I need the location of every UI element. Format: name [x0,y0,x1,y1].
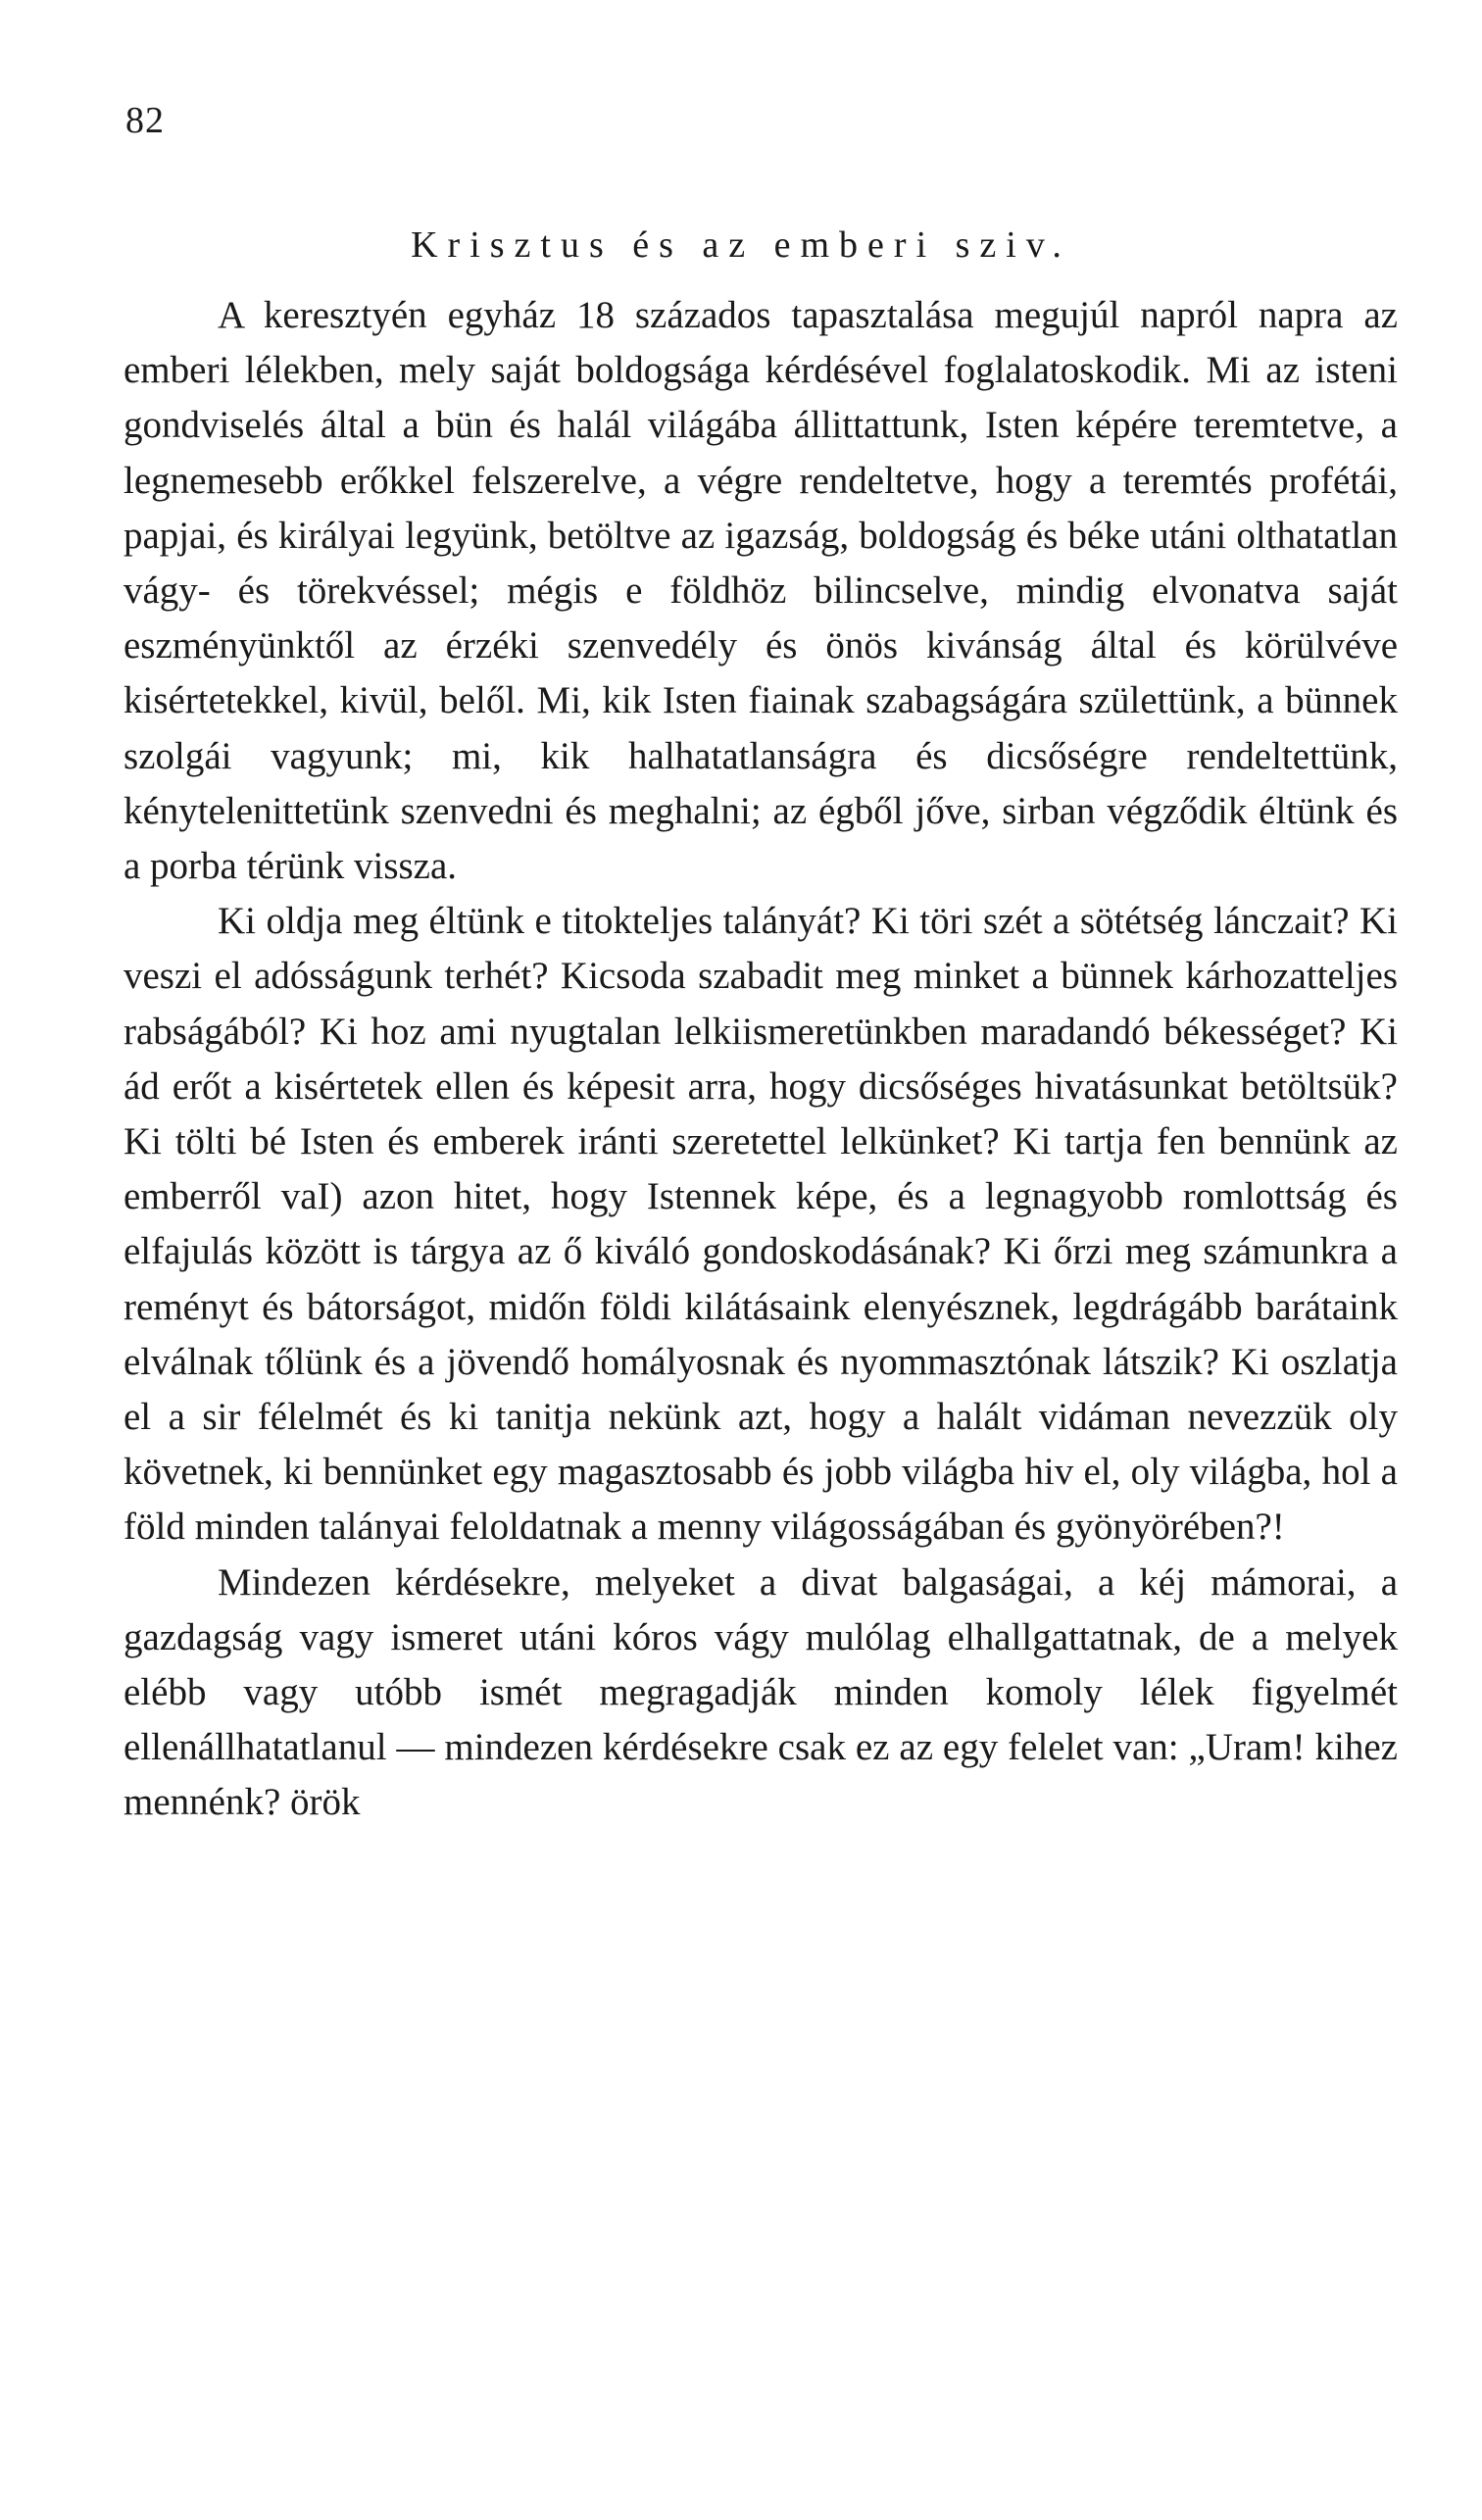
page-number: 82 [125,100,165,141]
paragraph: Ki oldja meg éltünk e titokteljes talányát? Ki töri szét a sötétség lánczait? Ki veszi el adósságunk terhét? Kicsoda szabadit meg minket a bünnek kárhozatteljes rabságából? Ki hoz ami nyugtalan lelkiismeretünkben maradandó békességet? Ki ád erőt a kisértetek ellen és képesit arra, hogy dicsőséges hivatásunkat betöltsük? Ki tölti bé Isten és emberek iránti szeretettel lelkünket? Ki tartja fen bennünk az emberről vaI) azon hitet, hogy Istennek képe, és a legnagyobb romlottság és elfajulás között is tárgya az ő kiváló gondoskodásának? Ki őrzi meg számunkra a reményt és bátorságot, midőn földi kilátásaink elenyésznek, legdrágább barátaink elválnak tőlünk és a jövendő homályosnak és nyommasztónak látszik? Ki oszlatja el a sir félelmét és ki tanitja nekünk azt, hogy a halált vidáman nevezzük oly követnek, ki bennünket egy magasztosabb és jobb világba hiv el, oly világba, hol a föld minden talányai feloldatnak a menny világosságában és gyönyörében?! [124,900,1398,1549]
paragraph: A keresztyén egyház 18 százados tapasztalása megujúl napról napra az emberi lélekben, mely saját boldogsága kérdésével foglalatoskodik. Mi az isteni gondviselés által a bün és halál világába állittattunk, Isten képére teremtetve, a legnemesebb erőkkel felszerelve, a végre rendeltetve, hogy a teremtés profétái, papjai, és királyai legyünk, betöltve az igazság, boldogság és béke utáni olthatatlan vágy- és törekvéssel; mégis e földhöz bilincselve, mindig elvonatva saját eszményünktől az érzéki szenvedély és önös kivánság által és körülvéve kisértetekkel, kivül, belől. Mi, kik Isten fiainak szabagságára születtünk, a bünnek szolgái vagyunk; mi, kik halhatatlanságra és dicsőségre rendeltettünk, kénytelenittetünk szenvedni és meghalni; az égből jőve, sirban végződik éltünk és a porba térünk vissza. [124,294,1398,888]
body-text [124,288,1398,1831]
chapter-heading: Krisztus és az emberi sziv. [411,224,1071,266]
paragraph: Mindezen kérdésekre, melyeket a divat balgaságai, a kéj mámorai, a gazdagság vagy ismeret utáni kóros vágy mulólag elhallgattatnak, de a melyek elébb vagy utóbb ismét megragadják minden komoly lélek figyelmét ellenállhatatlanul — mindezen kérdésekre csak ez az egy felelet van: „Uram! kihez mennénk? örök [124,1560,1398,1824]
